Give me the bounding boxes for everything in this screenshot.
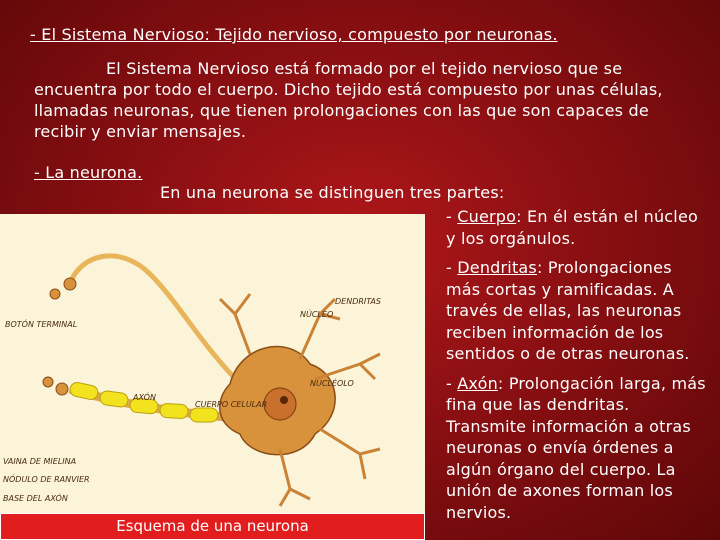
- part-prefix: -: [446, 373, 458, 393]
- label-base: BASE DEL AXÓN: [3, 494, 68, 503]
- slide-heading: - El Sistema Nervioso: Tejido nervioso, compuesto por neuronas.: [30, 25, 558, 44]
- label-cuerpo: CUERPO CELULAR: [195, 400, 268, 409]
- part-separator: :: [536, 258, 548, 277]
- label-dendritas: DENDRITAS: [335, 297, 381, 306]
- figure-caption: Esquema de una neurona: [0, 513, 425, 540]
- parts-intro: En una neurona se distinguen tres partes:: [160, 183, 505, 202]
- part-prefix: -: [446, 207, 458, 226]
- section-subheading: - La neurona.: [34, 163, 143, 182]
- part-description: Prolongación larga, más fina que las dendritas. Transmite información a otras neuronas o envía órdenes a algún órgano del cuerpo. La unión de axones forman los nervios.: [446, 373, 706, 522]
- part-term: Axón: [457, 373, 498, 393]
- label-vaina: VAINA DE MIELINA: [3, 457, 77, 466]
- nucleolus-shape: [280, 396, 288, 404]
- part-separator: :: [497, 373, 509, 393]
- neuron-parts-list: [446, 206, 708, 531]
- part-axon: [446, 373, 708, 524]
- label-axon: AXÓN: [133, 393, 156, 402]
- terminal-buttons: [43, 278, 76, 395]
- label-nucleo: NÚCLEO: [300, 310, 334, 319]
- neuron-diagram: [0, 214, 425, 540]
- axon-upper-shape: [70, 256, 245, 389]
- part-cuerpo: [446, 206, 708, 249]
- neuron-illustration: [0, 214, 425, 514]
- part-term: Dendritas: [457, 258, 537, 277]
- part-description: Prolongaciones más cortas y ramificadas. A través de ellas, las neuronas reciben información de los sentidos o de otras neuronas.: [446, 258, 690, 363]
- part-dendritas: [446, 257, 708, 365]
- nucleus-shape: [264, 388, 296, 420]
- intro-paragraph: [34, 58, 694, 142]
- part-prefix: -: [446, 258, 458, 277]
- label-boton: BOTÓN TERMINAL: [5, 320, 78, 329]
- part-description: En él están el núcleo y los orgánulos.: [446, 207, 698, 248]
- intro-paragraph-text: El Sistema Nervioso está formado por el tejido nervioso que se encuentra por todo el cuerpo. Dicho tejido está compuesto por unas células, llamadas neuronas, que tienen prolongaciones con las que son capaces de recibir y enviar mensajes.: [34, 59, 663, 141]
- label-nucleolo: NUCLÉOLO: [310, 379, 354, 388]
- label-ranvier: NÓDULO DE RANVIER: [3, 475, 90, 484]
- part-term: Cuerpo: [457, 207, 517, 226]
- part-separator: :: [516, 207, 528, 226]
